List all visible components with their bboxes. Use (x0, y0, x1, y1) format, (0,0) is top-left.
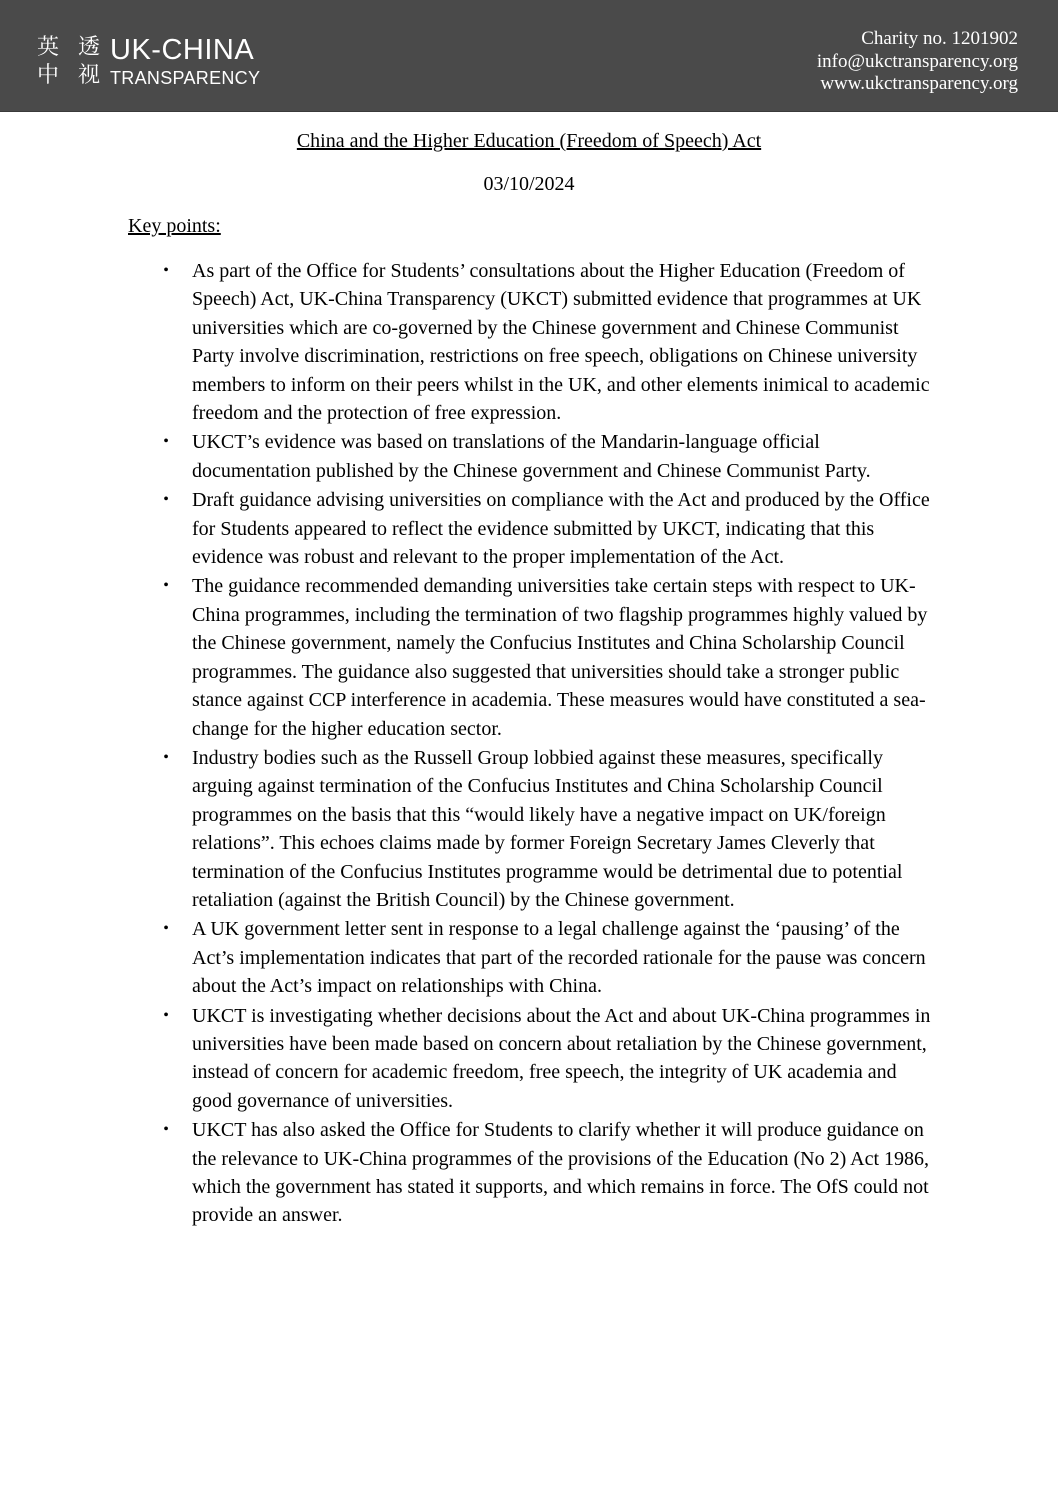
contact-website: www.ukctransparency.org (820, 73, 1018, 94)
key-point-item (160, 572, 940, 742)
document-title-row (0, 129, 1058, 153)
logo-chinese-characters (37, 34, 106, 90)
key-points-list (160, 257, 940, 1231)
bullet-icon: • (163, 491, 169, 509)
bullet-icon: • (163, 748, 169, 766)
key-point-item (160, 915, 940, 1000)
key-point-item (160, 428, 940, 485)
bullet-icon: • (163, 920, 169, 938)
key-point-item (160, 486, 940, 571)
letterhead-banner (0, 0, 1058, 112)
bullet-icon: • (163, 577, 169, 595)
document-title: China and the Higher Education (Freedom of Speech) Act (296, 130, 762, 152)
bullet-icon: • (163, 433, 169, 451)
key-point-text: UKCT’s evidence was based on translations of the Mandarin-language official documentation published by the Chinese government and Chinese Communist Party. (192, 431, 871, 482)
key-point-text: Industry bodies such as the Russell Group lobbied against these measures, specifically arguing against termination of the Confucius Institutes and China Scholarship Council programmes on the basis that this “would likely have a negative impact on UK/foreign relations”. This echoes claims made by former Foreign Secretary James Cleverly that termination of the Confucius Institutes programme would be detrimental due to potential retaliation (against the British Council) by the Chinese government. (192, 746, 903, 911)
key-point-text: UKCT is investigating whether decisions about the Act and about UK-China programmes in universities have been made based on concern about retaliation by the Chinese government, instead of concern for academic freedom, free speech, the integrity of UK academia and good governance of universities. (192, 1004, 931, 1112)
bullet-icon: • (163, 262, 169, 279)
contact-email: info@ukctransparency.org (816, 50, 1018, 72)
key-point-text: Draft guidance advising universities on compliance with the Act and produced by the Office for Students appeared to reflect the evidence submitted by UKCT, indicating that this evidence was robust and relevant to the proper implementation of the Act. (192, 489, 930, 569)
key-point-item (160, 257, 940, 427)
document-date: 03/10/2024 (483, 173, 575, 195)
contact-details (817, 28, 1018, 96)
bullet-icon: • (163, 1006, 169, 1024)
key-point-text: UKCT has also asked the Office for Students to clarify whether it will produce guidance on the relevance to UK-China programmes of the provisions of the Education (No 2) Act 1986, which the government has stated it supports, and which remains in force. The OfS could not provide an answer. (192, 1119, 930, 1227)
logo-cjk-line-2: 中 视 (37, 63, 106, 88)
key-point-item (160, 1002, 940, 1116)
logo-title: UK-CHINA (110, 34, 255, 66)
key-point-text: A UK government letter sent in response to a legal challenge against the ‘pausing’ of the Act’s implementation indicates that part of the recorded rationale for the pause was concern about the Act’s impact on relationships with China. (192, 918, 926, 998)
key-points-heading: Key points: (128, 215, 221, 237)
logo-wordmark (110, 34, 260, 88)
bullet-icon: • (163, 1121, 169, 1139)
logo-subtitle: TRANSPARENCY (110, 68, 261, 88)
charity-number: Charity no. 1201902 (861, 28, 1018, 49)
logo-cjk-line-1: 英 透 (37, 35, 106, 60)
key-point-item (160, 744, 940, 914)
key-point-text: As part of the Office for Students’ consultations about the Higher Education (Freedom of Speech) Act, UK-China Transparency (UKCT) submitted evidence that programmes at UK universities which are co-governed by the Chinese government and Chinese Communist Party involve discrimination, restrictions on free speech, obligations on Chinese university members to inform on their peers whilst in the UK, and other elements inimical to academic freedom and the protection of free expression. (192, 260, 930, 425)
key-point-text: The guidance recommended demanding universities take certain steps with respect to UK-China programmes, including the termination of two flagship programmes highly valued by the Chinese government, namely the Confucius Institutes and China Scholarship Council programmes. The guidance also suggested that universities should take a stronger public stance against CCP interference in academia. These measures would have constituted a sea-change for the higher education sector. (192, 575, 928, 740)
key-point-item (160, 1116, 940, 1230)
